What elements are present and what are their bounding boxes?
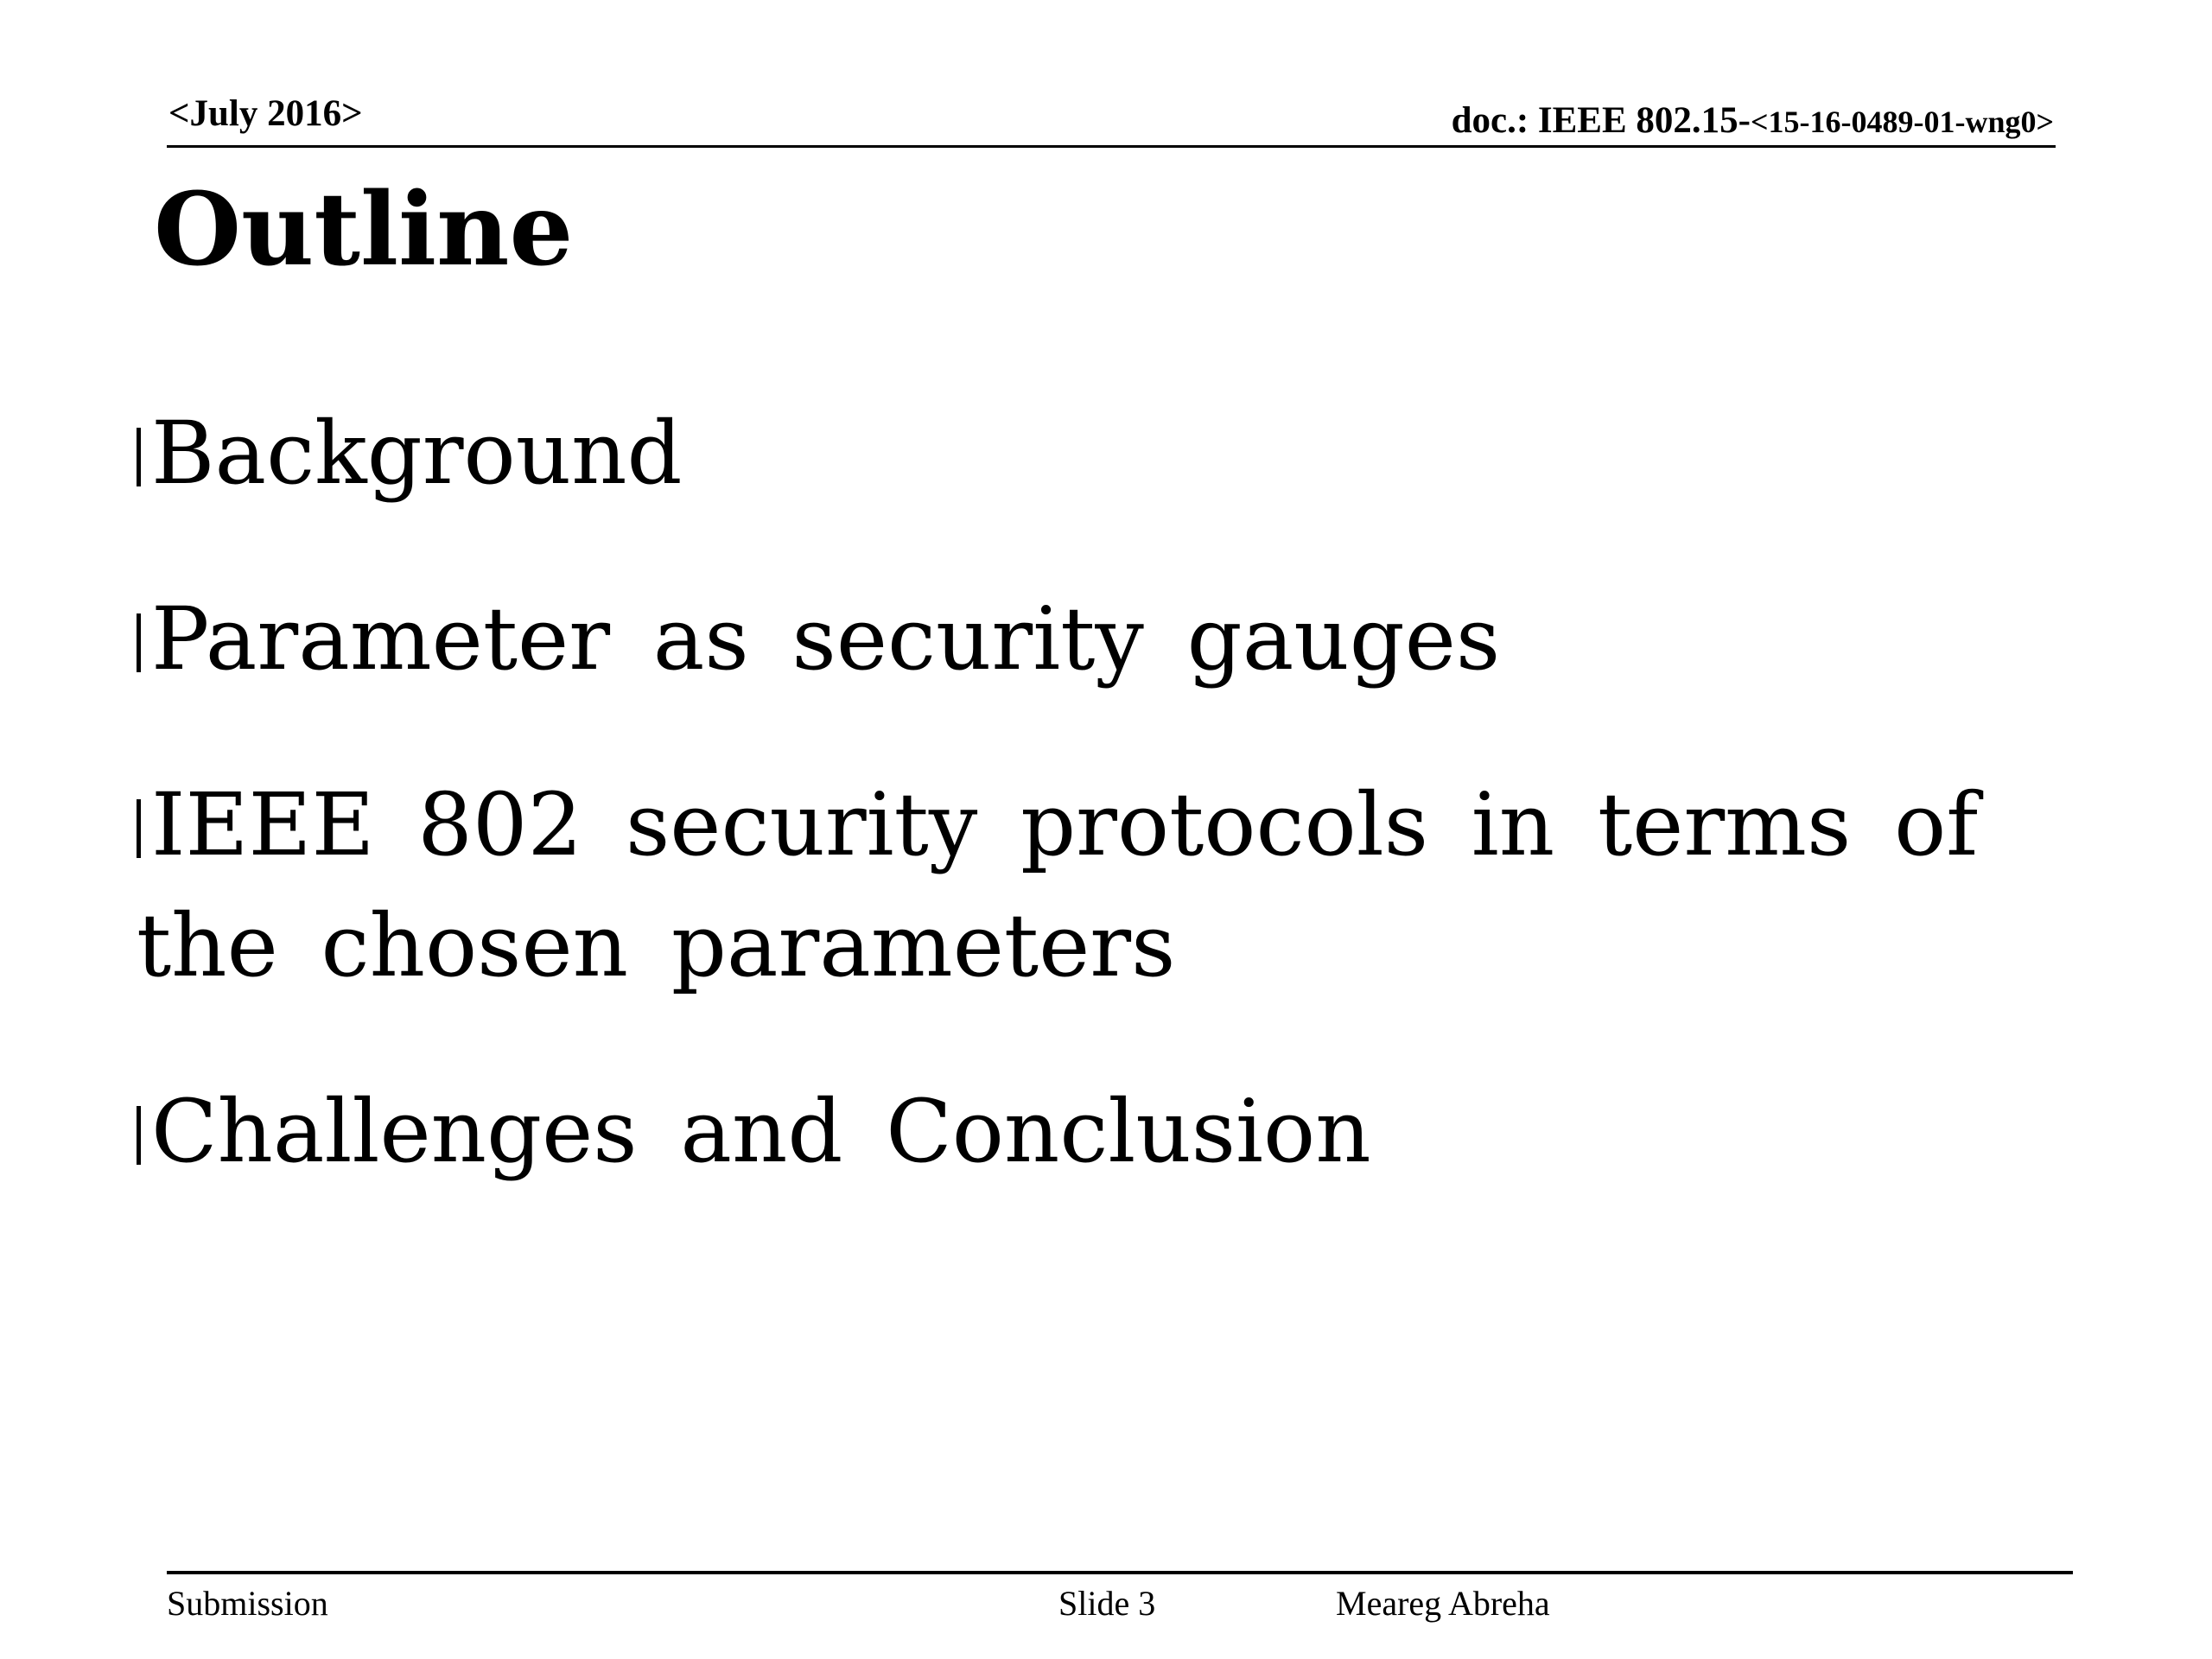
slide-title: Outline [154,171,574,289]
bullet-text: Parameter as security gauges [151,588,1501,690]
bullet-list [137,393,1986,1257]
bullet-bar-icon [137,1106,141,1165]
footer-divider [167,1571,2073,1574]
header-date: <July 2016> [168,93,363,134]
bullet-text: IEEE 802 security protocols in terms of the chosen parameters [137,774,1979,996]
doc-prefix: doc.: IEEE 802.15- [1451,100,1751,141]
doc-id: <15-16-0489-01-wng0> [1751,105,2054,139]
bullet-bar-icon [137,428,141,486]
footer-author: Meareg Abreha [1336,1584,1550,1623]
bullet-bar-icon [137,613,141,672]
footer-slide-number: Slide 3 [1058,1584,1156,1623]
header-divider [167,145,2056,148]
bullet-item [137,579,1986,700]
bullet-bar-icon [137,799,141,858]
header-doc-number [1452,102,2054,139]
bullet-item [137,1071,1986,1192]
footer-submission: Submission [167,1584,328,1623]
bullet-item [137,393,1986,514]
bullet-text: Challenges and Conclusion [151,1081,1371,1182]
bullet-item [137,765,1986,1007]
bullet-text: Background [151,403,683,504]
